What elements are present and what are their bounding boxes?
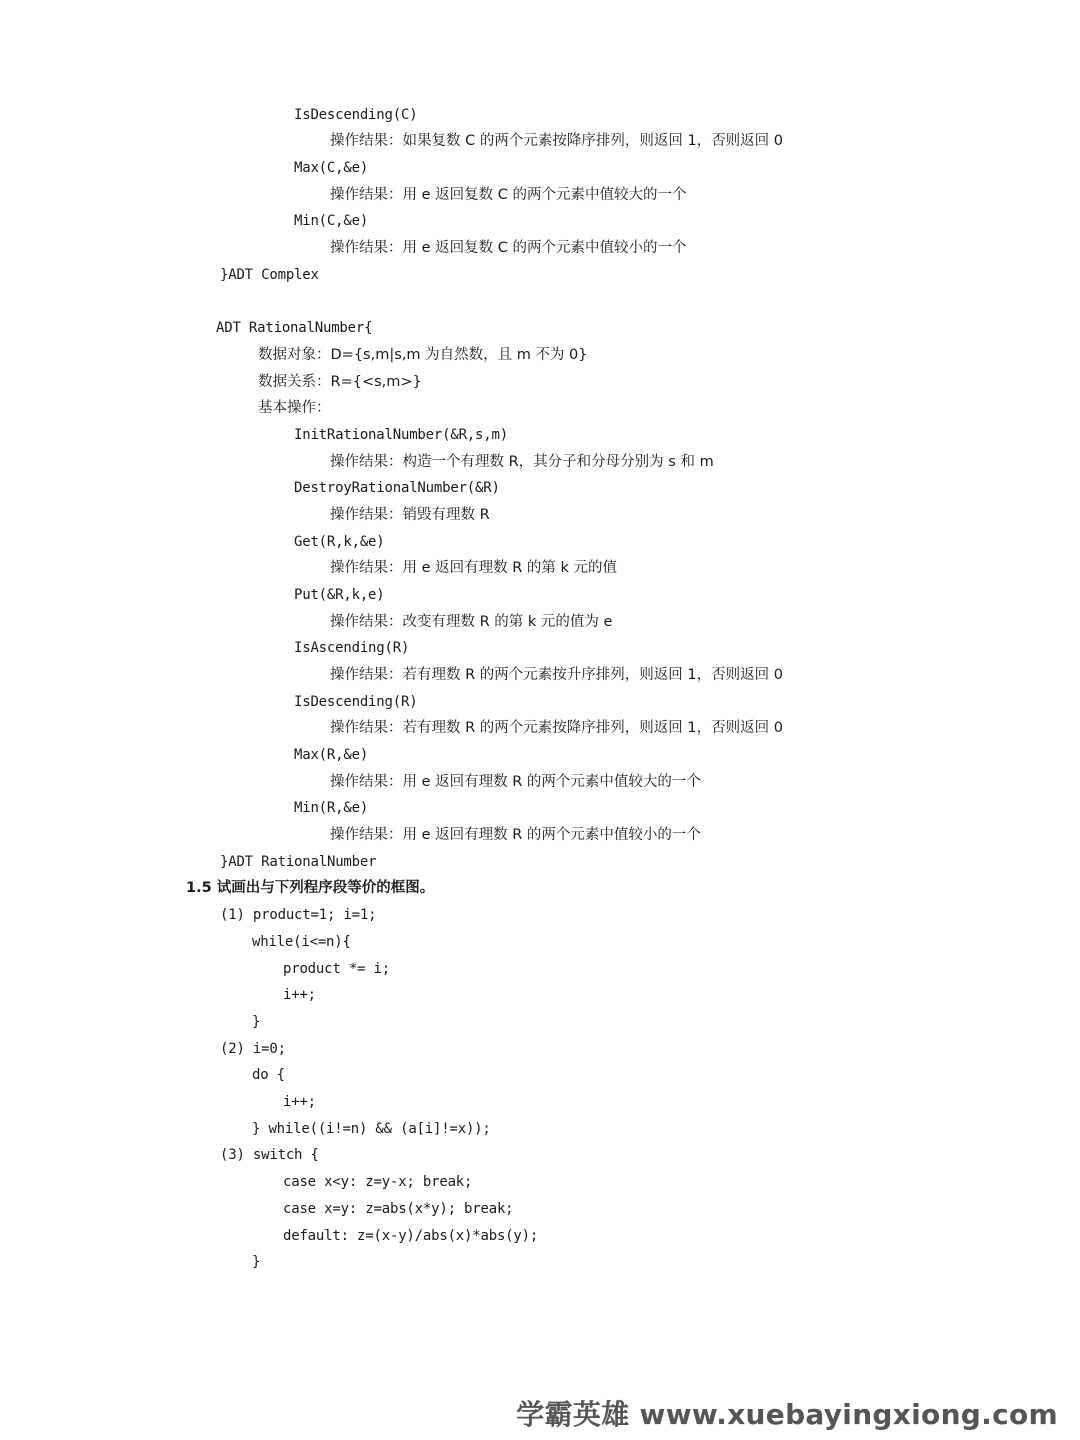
operation-result: 操作结果：若有理数 R 的两个元素按升序排列，则返回 1，否则返回 0 (330, 667, 783, 683)
code-line: product *= i; (283, 961, 390, 977)
code-line: while(i<=n){ (252, 934, 351, 950)
code-line: case x<y: z=y-x; break; (283, 1174, 473, 1190)
code-line: i++; (283, 1094, 316, 1110)
code-line: } (252, 1014, 261, 1030)
operation-result: 操作结果：改变有理数 R 的第 k 元的值为 e (330, 614, 613, 630)
code-line: i++; (283, 987, 316, 1003)
code-line: case x=y: z=abs(x*y); break; (283, 1201, 514, 1217)
exercise-title: 1.5 试画出与下列程序段等价的框图。 (186, 880, 435, 896)
operation-name: Min(R,&e) (294, 800, 369, 816)
operation-name: IsAscending(R) (294, 640, 410, 656)
data-objects: 数据对象：D={s,m|s,m 为自然数，且 m 不为 0} (258, 347, 588, 363)
code-line: do { (252, 1067, 285, 1083)
operation-name: Min(C,&e) (294, 213, 369, 229)
watermark: 学霸英雄 www.xuebayingxiong.com (516, 1398, 1058, 1431)
operation-result: 操作结果：用 e 返回有理数 R 的两个元素中值较大的一个 (330, 774, 701, 790)
operation-name: IsDescending(R) (294, 694, 418, 710)
adt-end: }ADT RationalNumber (220, 854, 377, 870)
code-line: default: z=(x-y)/abs(x)*abs(y); (283, 1228, 539, 1244)
data-relations: 数据关系：R={<s,m>} (258, 374, 422, 390)
operation-name: Get(R,k,&e) (294, 534, 385, 550)
operation-result: 操作结果：用 e 返回复数 C 的两个元素中值较大的一个 (330, 187, 687, 203)
code-line: } while((i!=n) && (a[i]!=x)); (252, 1121, 491, 1137)
operation-result: 操作结果：如果复数 C 的两个元素按降序排列，则返回 1，否则返回 0 (330, 133, 784, 149)
operation-result: 操作结果：构造一个有理数 R，其分子和分母分别为 s 和 m (330, 454, 714, 470)
operation-name: InitRationalNumber(&R,s,m) (294, 427, 508, 443)
adt-end: }ADT Complex (220, 267, 319, 283)
operation-result: 操作结果：若有理数 R 的两个元素按降序排列，则返回 1，否则返回 0 (330, 720, 783, 736)
operation-name: Max(R,&e) (294, 747, 369, 763)
operation-result: 操作结果：销毁有理数 R (330, 507, 490, 523)
code-line: (2) i=0; (220, 1041, 286, 1057)
operation-result: 操作结果：用 e 返回复数 C 的两个元素中值较小的一个 (330, 240, 687, 256)
adt-header: ADT RationalNumber{ (216, 320, 373, 336)
operation-result: 操作结果：用 e 返回有理数 R 的两个元素中值较小的一个 (330, 827, 701, 843)
code-line: } (252, 1254, 261, 1270)
operation-name: IsDescending(C) (294, 107, 418, 123)
basic-operations-label: 基本操作： (258, 400, 331, 416)
operation-name: DestroyRationalNumber(&R) (294, 480, 500, 496)
operation-result: 操作结果：用 e 返回有理数 R 的第 k 元的值 (330, 560, 618, 576)
operation-name: Max(C,&e) (294, 160, 369, 176)
code-line: (1) product=1; i=1; (220, 907, 377, 923)
operation-name: Put(&R,k,e) (294, 587, 385, 603)
code-line: (3) switch { (220, 1147, 319, 1163)
